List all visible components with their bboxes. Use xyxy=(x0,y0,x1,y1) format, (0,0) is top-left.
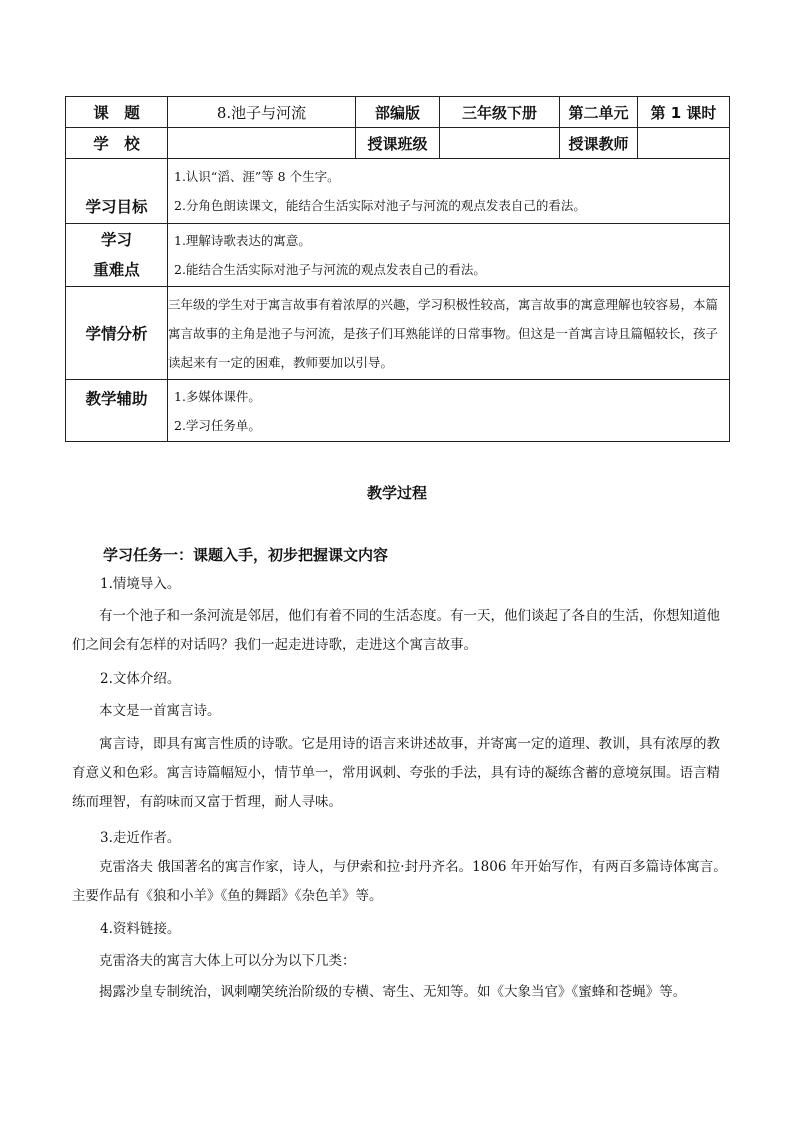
aids-label: 教学辅助 xyxy=(66,380,168,442)
analysis-text: 三年级的学生对于寓言故事有着浓厚的兴趣，学习积极性较高，寓言故事的寓意理解也较容易，本篇寓言故事的主角是池子与河流，是孩子们耳熟能详的日常事物。但这是一首寓言诗且篇幅较长，孩子读起来有一定的困难，教师要加以引导。 xyxy=(168,287,730,380)
grade-cell: 三年级下册 xyxy=(440,97,560,128)
school-row xyxy=(66,128,730,159)
class-label: 授课班级 xyxy=(356,128,440,159)
paragraph: 本文是一首寓言诗。 xyxy=(99,703,221,719)
section-title: 教学过程 xyxy=(366,484,427,502)
course-label: 课 题 xyxy=(66,97,168,128)
objectives-row xyxy=(66,159,730,224)
class-value xyxy=(440,128,560,159)
paragraph: 克雷洛夫的寓言大体上可以分为以下几类： xyxy=(99,953,356,969)
aid-item: 1.多媒体课件。 xyxy=(174,388,261,404)
school-value xyxy=(168,128,356,159)
objective-item: 1.认识“滔、涯”等 8 个生字。 xyxy=(174,169,340,184)
key-point-item: 2.能结合生活实际对池子与河流的观点发表自己的看法。 xyxy=(174,262,486,277)
lesson-info-table xyxy=(65,96,730,442)
key-point-item: 1.理解诗歌表达的寓意。 xyxy=(174,233,311,248)
step-heading: 3.走近作者。 xyxy=(100,830,181,846)
key-points-label-line1: 学习 xyxy=(100,231,132,249)
course-value: 8.池子与河流 xyxy=(168,97,356,128)
aids-row xyxy=(66,380,730,442)
paragraph: 有一个池子和一条河流是邻居，他们有着不同的生活态度。有一天，他们谈起了各自的生活，你想知道他们之间会有怎样的对话吗？我们一起走进诗歌，走进这个寓言故事。 xyxy=(72,608,720,653)
objective-item: 2.分角色朗读课文，能结合生活实际对池子与河流的观点发表自己的看法。 xyxy=(174,198,586,213)
step-heading: 4.资料链接。 xyxy=(100,921,181,937)
key-points-content xyxy=(168,224,730,287)
aid-item: 2.学习任务单。 xyxy=(174,417,261,433)
teacher-value xyxy=(638,128,730,159)
paragraph: 寓言诗，即具有寓言性质的诗歌。它是用诗的语言来讲述故事，并寄寓一定的道理、教训，具有浓厚的教育意义和色彩。寓言诗篇幅短小，情节单一，常用讽刺、夸张的手法，具有诗的凝练含蓄的意境氛围。语言精练而理智，有韵味而又富于哲理，耐人寻味。 xyxy=(72,736,720,810)
analysis-label: 学情分析 xyxy=(66,287,168,380)
period-cell: 第 1 课时 xyxy=(638,97,730,128)
aids-content xyxy=(168,380,730,442)
objectives-label: 学习目标 xyxy=(66,159,168,224)
teacher-label: 授课教师 xyxy=(560,128,638,159)
course-row xyxy=(66,97,730,128)
unit-cell: 第二单元 xyxy=(560,97,638,128)
objectives-content xyxy=(168,159,730,224)
school-label: 学 校 xyxy=(66,128,168,159)
analysis-row xyxy=(66,287,730,380)
step-heading: 2.文体介绍。 xyxy=(100,671,181,687)
step-heading: 1.情境导入。 xyxy=(100,576,181,592)
task-heading: 学习任务一：课题入手，初步把握课文内容 xyxy=(103,546,389,564)
key-points-row xyxy=(66,224,730,287)
key-points-label xyxy=(66,224,168,287)
paragraph: 克雷洛夫 俄国著名的寓言作家，诗人，与伊索和拉·封丹齐名。1806 年开始写作，有两百多篇诗体寓言。主要作品有《狼和小羊》《鱼的舞蹈》《杂色羊》等。 xyxy=(72,859,727,904)
key-points-label-line2: 重难点 xyxy=(93,261,140,279)
paragraph: 揭露沙皇专制统治，讽刺嘲笑统治阶级的专横、寄生、无知等。如《大象当官》《蜜蜂和苍蝇》等。 xyxy=(99,984,687,1000)
edition-cell: 部编版 xyxy=(356,97,440,128)
